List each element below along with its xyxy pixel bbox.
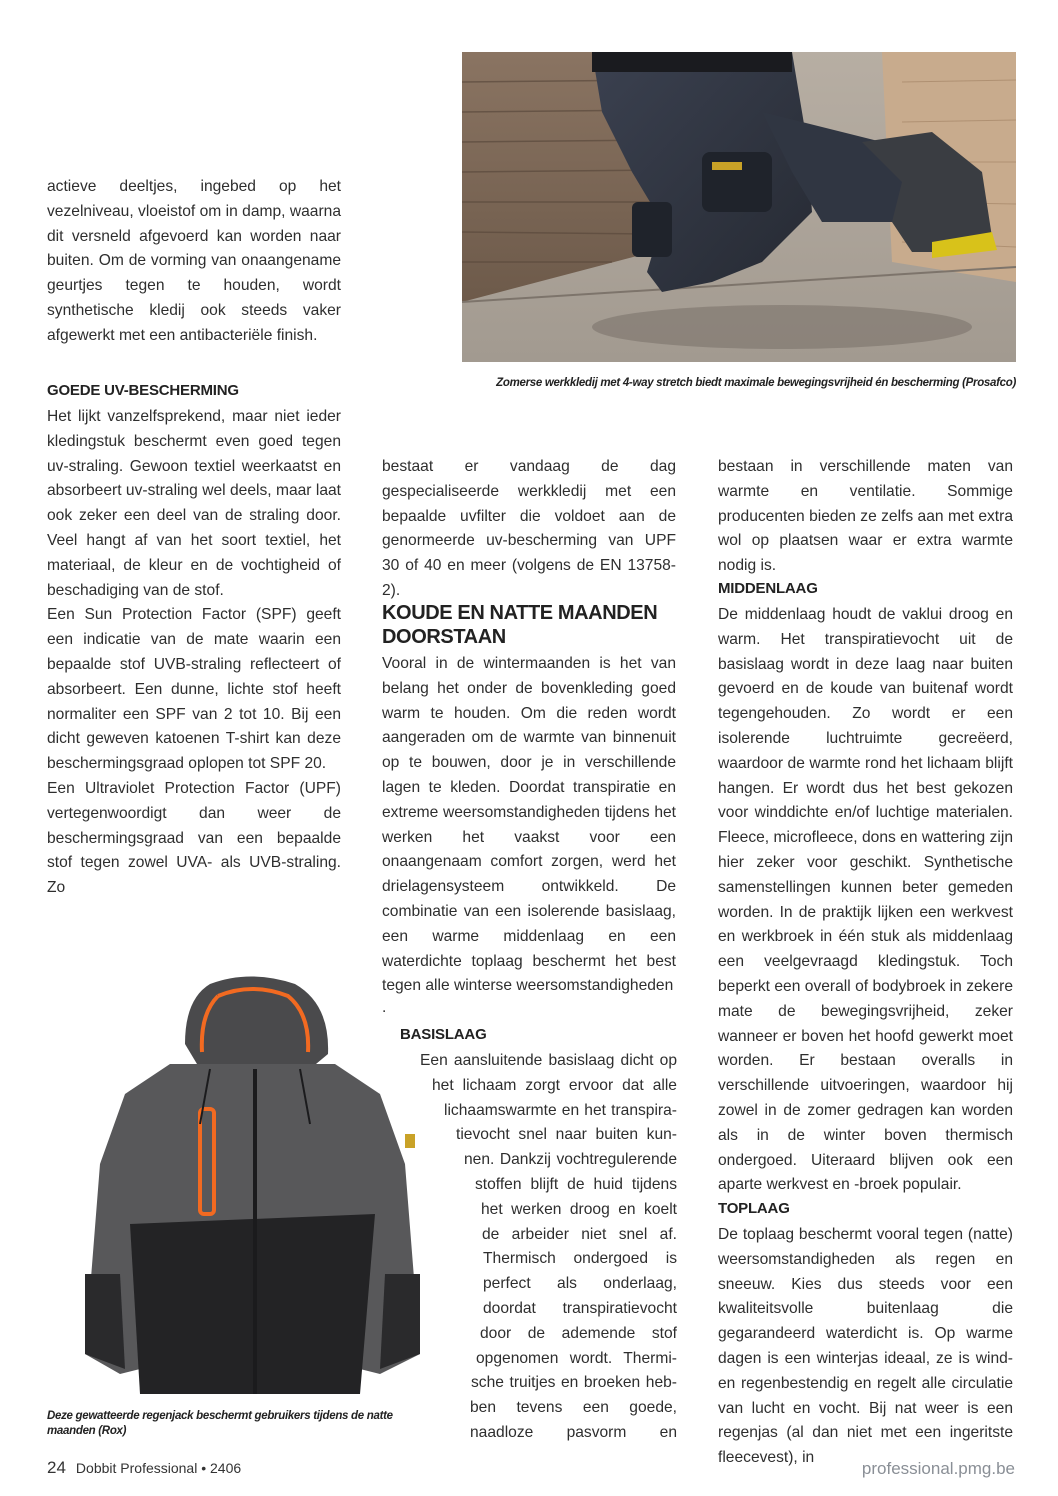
publication-issue: Dobbit Professional • 2406 (75, 1460, 242, 1476)
middenlaag-text (718, 603, 1013, 1198)
warmte-paragraph: bestaan in verschillende maten van warmte en ventilatie. Sommige producenten bieden ze zelfs aan met extra wol op plaatsen waar er extra warmte nodig is. (718, 458, 1013, 575)
column-1-uv-text (47, 405, 341, 901)
page-footer-left (47, 1458, 241, 1478)
basislaag-line: tievocht snel naar buiten kun- (456, 1126, 677, 1144)
jacket-caption: Deze gewatteerde regenjack beschermt gebruikers tijdens de natte maanden (Rox) (47, 1410, 393, 1437)
middenlaag-heading: MIDDENLAAG (718, 580, 818, 597)
basislaag-line: het lichaam zorgt ervoor dat alle (432, 1076, 677, 1094)
basislaag-line: doordat transpiratievocht (483, 1299, 677, 1317)
intro-paragraph: actieve deeltjes, ingebed op het vezelniveau, vloeistof om in damp, waarna dit versneld afgevoerd kan worden naar buiten. Om de vorming van onaangename geurtjes tegen te houden, wordt synthetische kledij ook steeds vaker afgewerkt met een antibacteriële finish. (47, 178, 341, 344)
column-2-continuation (382, 455, 676, 604)
basislaag-line: stoffen blijft de huid tijdens (475, 1175, 677, 1193)
workwear-photo-illustration (462, 52, 1016, 362)
basislaag-line: perfect als onderlaag, (483, 1275, 677, 1293)
toplaag-paragraph: De toplaag beschermt vooral tegen (natte) weersomstandigheden als regen en sneeuw. Kies dus steeds voor een kwaliteitsvolle buitenlaag die gegarandeerd waterdicht is. Op warme dagen is een winterjas ideaal, ze is wind- en regenbestendig en regelt alle circulatie van lucht en vocht. Bij nat weer is een regenjas (al dan niet met een ingeritste fleecevest), in (718, 1226, 1013, 1467)
basislaag-line: opgenomen wordt. Thermi- (476, 1349, 677, 1367)
uv-paragraph-1: Het lijkt vanzelfsprekend, maar niet ieder kledingstuk beschermt even goed tegen uv-straling. Gewoon textiel weerkaatst en absorbeert uv-straling wel deels, maar laat ook zeker een deel van de straling door. Veel hangt af van het soort textiel, het materiaal, de kleur en de vochtigheid of beschadiging van de stof. (47, 408, 341, 599)
basislaag-line: het werken droog en koelt (481, 1200, 677, 1218)
kneeling-worker-photo (462, 52, 1016, 362)
basislaag-line: de arbeider niet snel af. (482, 1225, 677, 1243)
middenlaag-paragraph: De middenlaag houdt de vaklui droog en warm. Het transpiratievocht uit de basislaag wordt in deze laag naar buiten gevoerd en de koude van buitenaf wordt tegengehouden. Zo wordt er een isolerende luchtruimte gecreëerd, waardoor de warmte rond het lichaam blijft hangen. Er wordt dus het best gekozen voor winddichte en/of luchtige materialen. Fleece, microfleece, dons en wattering zijn hier zeker voor geschikt. Synthetische samenstellingen kunnen beter gemeden worden. In de praktijk lijken een werkvest en werkbroek in één stuk als middenlaag een veelgevraagd kledingstuk. Toch beperkt een overall of bodybroek in zekere mate de bewegingsvrijheid, zeker wanneer er boven het hoofd gewerkt moet worden. Er bestaan overalls in verschillende uitvoeringen, waardoor hij zowel in de zomer gedragen kan worden als in de winter boven thermisch ondergoed. Uiteraard blijven ook een aparte werkvest en -broek populair. (718, 606, 1013, 1194)
basislaag-heading: BASISLAAG (400, 1026, 487, 1043)
basislaag-line: ben tevens een goede, (470, 1399, 677, 1417)
page-number: 24 (47, 1458, 66, 1477)
basislaag-line: sche truitjes en broeken heb- (471, 1374, 677, 1392)
uv-paragraph-3: Een Ultraviolet Protection Factor (UPF) vertegenwoordigt dan weer de beschermingsgraad van een bepaalde stof tegen zowel UVA- als UVB-straling. Zo (47, 779, 341, 897)
rain-jacket-image (60, 974, 440, 1406)
koude-text (382, 652, 676, 1017)
column-3-continuation (718, 455, 1013, 579)
uv-heading: GOEDE UV-BESCHERMING (47, 382, 239, 399)
uv-continuation-paragraph: bestaat er vandaag de dag gespecialiseerde werkkledij met een bepaalde uvfilter die voldoet aan de genormeerde uv-bescherming van UPF 30 of 40 en meer (volgens de EN 13758-2). (382, 458, 676, 599)
toplaag-text (718, 1223, 1013, 1471)
koude-dot: . (382, 999, 387, 1017)
basislaag-line: naadloze pasvorm en (470, 1423, 677, 1441)
footer-website-link[interactable]: professional.pmg.be (861, 1459, 1015, 1478)
basislaag-line: lichaamswarmte en het transpira- (444, 1101, 677, 1119)
column-1-intro (47, 175, 341, 349)
uv-paragraph-2: Een Sun Protection Factor (SPF) geeft een indicatie van de mate waarin een bepaalde stof UVB-straling reflecteert of absorbeert. Een dunne, lichte stof heeft normaliter een SPF van 2 tot 10. Bij een dicht geweven katoenen T-shirt kan deze beschermingsgraad oplopen tot SPF 20. (47, 606, 341, 773)
basislaag-line: Thermisch ondergoed is (483, 1250, 677, 1268)
jacket-illustration (60, 974, 440, 1406)
photo-caption: Zomerse werkkledij met 4-way stretch biedt maximale bewegingsvrijheid én bescherming (Prosafco) (496, 377, 1016, 389)
basislaag-line: door de ademende stof (480, 1324, 677, 1342)
basislaag-line: Een aansluitende basislaag dicht op (420, 1052, 677, 1069)
toplaag-heading: TOPLAAG (718, 1200, 790, 1217)
basislaag-line: nen. Dankzij vochtregulerende (464, 1151, 677, 1169)
koude-paragraph: Vooral in de wintermaanden is het van belang het onder de bovenkleding goed warm te houden. Om die reden wordt aangeraden om de warmte van binnenuit op te bouwen, door je in verschillende lagen te kleden. Doordat transpiratie en extreme weersomstandigheden tijdens het werken het vaakst voor een onaangenaam comfort zorgen, werd het drielagensysteem ontwikkeld. De combinatie van een isolerende basislaag, een warme middenlaag en een waterdichte toplaag beschermt het best tegen alle winterse weersomstandigheden (382, 655, 676, 995)
koude-heading: KOUDE EN NATTE MAANDEN DOORSTAAN (382, 602, 658, 648)
